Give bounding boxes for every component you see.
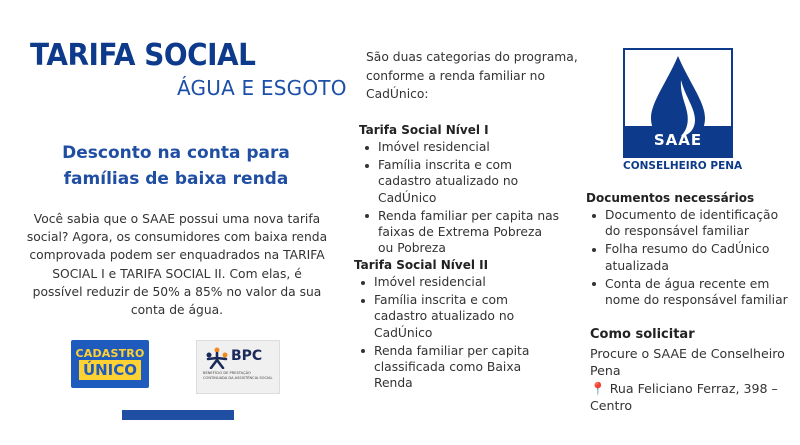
- saae-logo-description: Serviço Autônomo de Água e Esgoto: [629, 152, 727, 158]
- level1-list: [364, 139, 560, 258]
- saae-logo: [623, 48, 743, 178]
- bpc-logo-subtitle: BENEFÍCIO DE PRESTAÇÃO CONTINUADA DA ASSISTÊNCIA SOCIAL: [203, 371, 273, 380]
- decorative-bar: [122, 410, 234, 420]
- list-item: Conta de água recente em nome do responsável familiar: [591, 276, 791, 308]
- how-to-request-body: [590, 345, 790, 415]
- address-text: Rua Feliciano Ferraz, 398 – Centro: [590, 380, 778, 414]
- request-instruction: Procure o SAAE de Conselheiro Pena: [590, 346, 785, 379]
- how-to-request-title: Como solicitar: [590, 327, 695, 342]
- list-item: Família inscrita e com cadastro atualizado no CadÚnico: [360, 292, 560, 341]
- page-subtitle: ÁGUA E ESGOTO: [177, 76, 347, 100]
- level2-title: Tarifa Social Nível II: [354, 258, 489, 272]
- list-item: Imóvel residencial: [364, 139, 560, 155]
- bpc-people-icon: [205, 347, 229, 369]
- list-item: Documento de identificação do responsável familiar: [591, 207, 791, 239]
- cadastro-logo-top-text: CADASTRO: [75, 347, 145, 360]
- list-item: Renda familiar per capita classificada como Baixa Renda: [360, 343, 560, 392]
- documents-list: [591, 207, 791, 310]
- discount-headline: Desconto na conta para famílias de baixa renda: [62, 143, 290, 189]
- map-pin-icon: 📍: [590, 380, 606, 396]
- level2-list: [360, 274, 560, 393]
- cadastro-logo-bottom-text: ÚNICO: [79, 360, 141, 380]
- list-item: Folha resumo do CadÚnico atualizada: [591, 241, 791, 273]
- bpc-logo: [196, 340, 280, 394]
- saae-logo-city: CONSELHEIRO PENA: [623, 160, 743, 172]
- documents-title: Documentos necessários: [586, 191, 755, 205]
- intro-paragraph: Você sabia que o SAAE possui uma nova tarifa social? Agora, os consumidores com baixa renda comprovada podem ser enquadrados na TARIFA SOCIAL I e TARIFA SOCIAL II. Com elas, é possível reduzir de 50% a 85% no valor da sua conta de água.: [26, 212, 328, 318]
- list-item: Imóvel residencial: [360, 274, 560, 290]
- cadastro-unico-logo: [71, 340, 149, 388]
- list-item: Família inscrita e com cadastro atualizado no CadÚnico: [364, 157, 560, 206]
- level1-title: Tarifa Social Nível I: [359, 123, 489, 137]
- page-title: TARIFA SOCIAL: [30, 38, 256, 73]
- list-item: Renda familiar per capita nas faixas de Extrema Pobreza ou Pobreza: [364, 208, 560, 257]
- bpc-logo-name: BPC: [231, 348, 263, 364]
- categories-intro: São duas categorias do programa, conforme a renda familiar no CadÚnico:: [366, 50, 578, 102]
- saae-logo-name: SAAE: [653, 131, 703, 149]
